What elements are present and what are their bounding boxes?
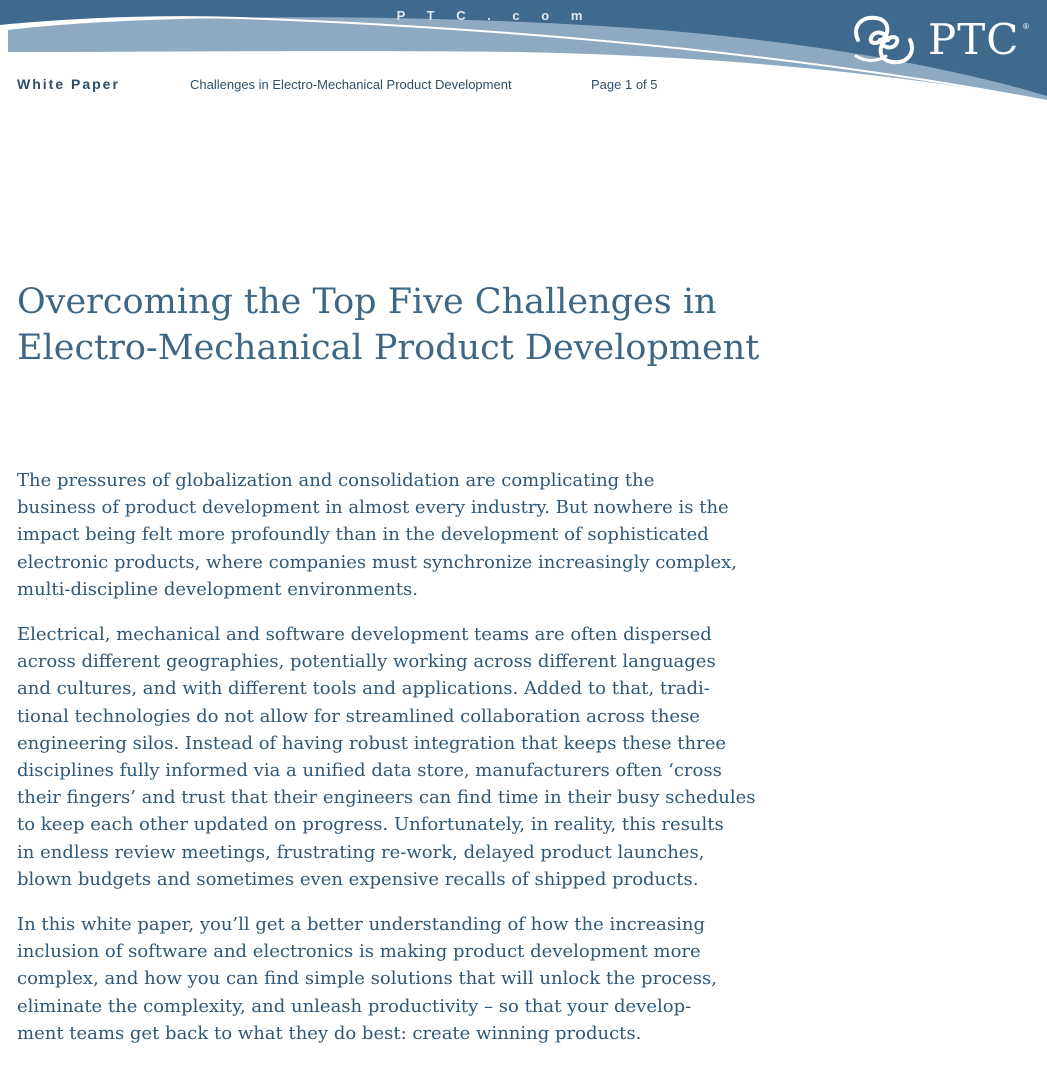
body-text: [17, 467, 817, 1065]
site-url: P T C . c o m: [396, 8, 592, 23]
header-banner: [0, 0, 1047, 110]
document-title-text: Overcoming the Top Five Challenges in Electro-Mechanical Product Development: [17, 282, 760, 368]
document-subject: Challenges in Electro-Mechanical Product Development: [190, 77, 512, 92]
ptc-logo-swirl-icon: [846, 12, 926, 68]
document-type-label: White Paper: [17, 76, 120, 92]
paragraph: The pressures of globalization and consolidation are complicating the business of product development in almost every industry. But nowhere is the impact being felt more profoundly than in the development of sophisticated electronic products, where companies must synchronize increasingly complex, multi-discipline development environments.: [17, 470, 738, 600]
paragraph: Electrical, mechanical and software development teams are often dispersed across different geographies, potentially working across different languages and cultures, and with different tools and applications. Added to that, tradi- tional technologies do not allow for streamlined collaboration across these engineering silos. Instead of having robust integration that keeps these three disciplines fully informed via a unified data store, manufacturers often ‘cross their fingers’ and trust that their engineers can find time in their busy schedules to keep each other updated on progress. Unfortunately, in reality, this results in endless review meetings, frustrating re-work, delayed product launches, blown budgets and sometimes even expensive recalls of shipped products.: [17, 624, 756, 890]
ptc-logo: [846, 12, 1036, 68]
paragraph: In this white paper, you’ll get a better understanding of how the increasing inclusion of software and electronics is making product development more complex, and how you can find simple solutions that will unlock the process, eliminate the complexity, and unleash productivity – so that your develop- ment teams get back to what they do best: create winning products.: [17, 914, 717, 1044]
registered-mark: ®: [1023, 22, 1029, 31]
page-number: Page 1 of 5: [591, 77, 658, 92]
ptc-logo-text: PTC: [928, 15, 1020, 64]
document-title: [17, 279, 917, 371]
